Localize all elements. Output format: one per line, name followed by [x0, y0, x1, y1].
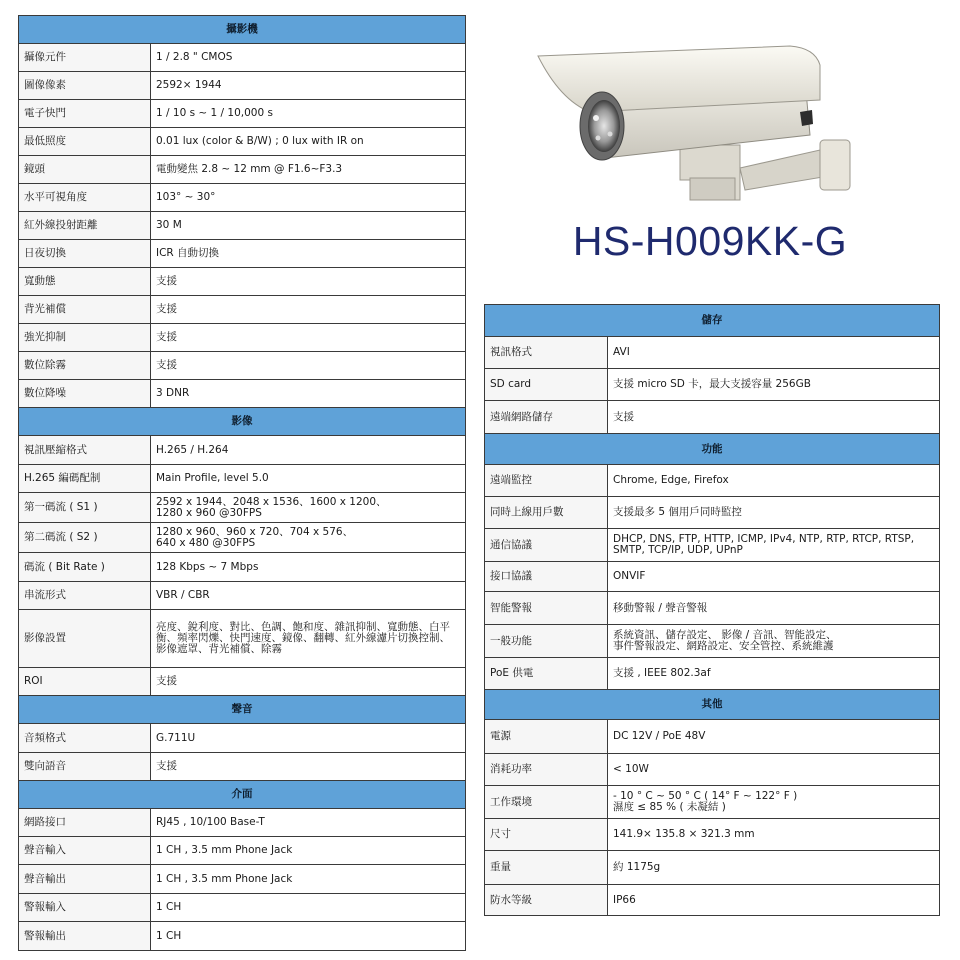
left-spec-table [18, 15, 466, 951]
spec-row [485, 720, 940, 754]
spec-label: 警報輸出 [19, 922, 151, 951]
section-header [485, 690, 940, 720]
spec-value: 2592 x 1944、2048 x 1536、1600 x 1200、 1280 x 960 @30FPS [151, 493, 466, 523]
spec-value: 30 M [151, 212, 466, 240]
spec-label: 第一碼流 ( S1 ) [19, 493, 151, 523]
spec-row [485, 337, 940, 369]
spec-label: 聲音輸入 [19, 837, 151, 865]
spec-label: 警報輸入 [19, 894, 151, 922]
spec-value: 支援 [151, 296, 466, 324]
spec-value: 1 CH , 3.5 mm Phone Jack [151, 837, 466, 865]
spec-label: 水平可視角度 [19, 184, 151, 212]
spec-row [485, 497, 940, 529]
spec-row [19, 753, 466, 781]
spec-value: < 10W [608, 754, 940, 786]
spec-label: 重量 [485, 851, 608, 885]
spec-row [485, 401, 940, 434]
spec-value: 支援 micro SD 卡，最大支援容量 256GB [608, 369, 940, 401]
spec-label: 消耗功率 [485, 754, 608, 786]
spec-row [485, 369, 940, 401]
spec-value: RJ45 , 10/100 Base-T [151, 809, 466, 837]
spec-label: PoE 供電 [485, 658, 608, 690]
spec-value: ONVIF [608, 562, 940, 592]
spec-label: 串流形式 [19, 582, 151, 610]
spec-label: 同時上線用戶數 [485, 497, 608, 529]
spec-value: 支援最多 5 個用戶同時監控 [608, 497, 940, 529]
spec-row [485, 562, 940, 592]
spec-label: 背光補償 [19, 296, 151, 324]
spec-label: 工作環境 [485, 786, 608, 819]
spec-label: 最低照度 [19, 128, 151, 156]
spec-row [485, 819, 940, 851]
section-header [19, 16, 466, 44]
spec-value: 支援 [151, 268, 466, 296]
spec-row [19, 922, 466, 951]
spec-row [19, 436, 466, 465]
spec-row [19, 240, 466, 268]
section-title: 儲存 [485, 305, 940, 337]
spec-value: 1 CH , 3.5 mm Phone Jack [151, 865, 466, 894]
spec-row [19, 184, 466, 212]
spec-row [19, 324, 466, 352]
spec-value: 約 1175g [608, 851, 940, 885]
spec-label: 圖像像素 [19, 72, 151, 100]
spec-label: 音頻格式 [19, 724, 151, 753]
section-title: 影像 [19, 408, 466, 436]
spec-value: 支援 [608, 401, 940, 434]
spec-value: VBR / CBR [151, 582, 466, 610]
section-title: 其他 [485, 690, 940, 720]
spec-value: AVI [608, 337, 940, 369]
spec-label: 遠端監控 [485, 465, 608, 497]
spec-value: 支援 [151, 352, 466, 380]
spec-label: 影像設置 [19, 610, 151, 668]
spec-label: 數位降噪 [19, 380, 151, 408]
spec-label: 數位除霧 [19, 352, 151, 380]
spec-value: - 10 ° C ~ 50 ° C ( 14° F ~ 122° F ) 濕度 ≤ 85 % ( 未凝結 ) [608, 786, 940, 819]
spec-row [485, 885, 940, 916]
spec-label: 視訊格式 [485, 337, 608, 369]
spec-value: 支援 [151, 324, 466, 352]
spec-row [19, 128, 466, 156]
spec-label: 日夜切換 [19, 240, 151, 268]
spec-label: 強光抑制 [19, 324, 151, 352]
spec-value: G.711U [151, 724, 466, 753]
spec-row [485, 754, 940, 786]
spec-value: 128 Kbps ~ 7 Mbps [151, 553, 466, 582]
spec-row [19, 809, 466, 837]
spec-value: 3 DNR [151, 380, 466, 408]
spec-row [19, 493, 466, 523]
spec-value: 1280 x 960、960 x 720、704 x 576、 640 x 480 @30FPS [151, 523, 466, 553]
spec-value: 系統資訊、儲存設定、 影像 / 音訊、智能設定、 事件警報設定、網路設定、安全管控、系統維護 [608, 625, 940, 658]
spec-value: 1 CH [151, 922, 466, 951]
spec-label: 寬動態 [19, 268, 151, 296]
spec-label: 尺寸 [485, 819, 608, 851]
spec-label: 遠端網路儲存 [485, 401, 608, 434]
spec-value: DHCP, DNS, FTP, HTTP, ICMP, IPv4, NTP, RTP, RTCP, RTSP, SMTP, TCP/IP, UDP, UPnP [608, 529, 940, 562]
section-header [485, 305, 940, 337]
section-header [19, 408, 466, 436]
section-header [19, 781, 466, 809]
spec-label: 電子快門 [19, 100, 151, 128]
spec-label: 智能警報 [485, 592, 608, 625]
spec-row [485, 786, 940, 819]
spec-label: 接口協議 [485, 562, 608, 592]
spec-row [19, 523, 466, 553]
spec-row [19, 296, 466, 324]
spec-value: 1 CH [151, 894, 466, 922]
section-title: 聲音 [19, 696, 466, 724]
spec-label: 防水等級 [485, 885, 608, 916]
spec-row [19, 724, 466, 753]
spec-label: 一般功能 [485, 625, 608, 658]
spec-label: 碼流 ( Bit Rate ) [19, 553, 151, 582]
spec-label: 通信協議 [485, 529, 608, 562]
spec-value: 2592× 1944 [151, 72, 466, 100]
section-title: 功能 [485, 434, 940, 465]
spec-label: 雙向語音 [19, 753, 151, 781]
spec-value: ICR 自動切換 [151, 240, 466, 268]
spec-row [19, 465, 466, 493]
spec-row [485, 465, 940, 497]
model-title: HS-H009KK-G [572, 218, 848, 264]
spec-value: 電動變焦 2.8 ~ 12 mm @ F1.6~F3.3 [151, 156, 466, 184]
spec-row [485, 529, 940, 562]
spec-row [19, 352, 466, 380]
spec-row [485, 625, 940, 658]
spec-row [485, 592, 940, 625]
spec-row [19, 268, 466, 296]
spec-value: 支援 [151, 668, 466, 696]
spec-row [19, 610, 466, 668]
spec-value: 0.01 lux (color & B/W) ; 0 lux with IR on [151, 128, 466, 156]
spec-value: 141.9× 135.8 × 321.3 mm [608, 819, 940, 851]
camera-product-image [530, 40, 870, 220]
spec-row [19, 100, 466, 128]
spec-value: IP66 [608, 885, 940, 916]
spec-value: 1 / 2.8 " CMOS [151, 44, 466, 72]
spec-label: 聲音輸出 [19, 865, 151, 894]
spec-row [485, 851, 940, 885]
spec-label: SD card [485, 369, 608, 401]
right-spec-table [484, 304, 940, 916]
spec-label: 攝像元件 [19, 44, 151, 72]
spec-row [19, 894, 466, 922]
spec-value: 支援 , IEEE 802.3af [608, 658, 940, 690]
spec-row [485, 658, 940, 690]
spec-value: 移動警報 / 聲音警報 [608, 592, 940, 625]
section-title: 攝影機 [19, 16, 466, 44]
spec-row [19, 553, 466, 582]
spec-row [19, 156, 466, 184]
spec-value: 1 / 10 s ~ 1 / 10,000 s [151, 100, 466, 128]
spec-value: Chrome, Edge, Firefox [608, 465, 940, 497]
spec-label: 網路接口 [19, 809, 151, 837]
spec-value: Main Profile, level 5.0 [151, 465, 466, 493]
spec-row [19, 582, 466, 610]
spec-row [19, 380, 466, 408]
spec-label: 紅外線投射距離 [19, 212, 151, 240]
spec-row [19, 837, 466, 865]
spec-value: 支援 [151, 753, 466, 781]
spec-label: 鏡頭 [19, 156, 151, 184]
spec-label: 視訊壓縮格式 [19, 436, 151, 465]
spec-label: 電源 [485, 720, 608, 754]
spec-label: 第二碼流 ( S2 ) [19, 523, 151, 553]
spec-value: H.265 / H.264 [151, 436, 466, 465]
spec-value: 亮度、銳利度、對比、色調、飽和度、雜訊抑制、寬動態、白平衡、頻率閃爍、快門速度、鏡像、翻轉、紅外線濾片切換控制、影像遮罩、背光補償、除霧 [151, 610, 466, 668]
spec-value: DC 12V / PoE 48V [608, 720, 940, 754]
section-header [485, 434, 940, 465]
spec-value: 103° ~ 30° [151, 184, 466, 212]
section-title: 介面 [19, 781, 466, 809]
section-header [19, 696, 466, 724]
spec-row [19, 72, 466, 100]
spec-row [19, 668, 466, 696]
spec-row [19, 212, 466, 240]
spec-label: H.265 編碼配制 [19, 465, 151, 493]
spec-row [19, 865, 466, 894]
spec-label: ROI [19, 668, 151, 696]
spec-row [19, 44, 466, 72]
